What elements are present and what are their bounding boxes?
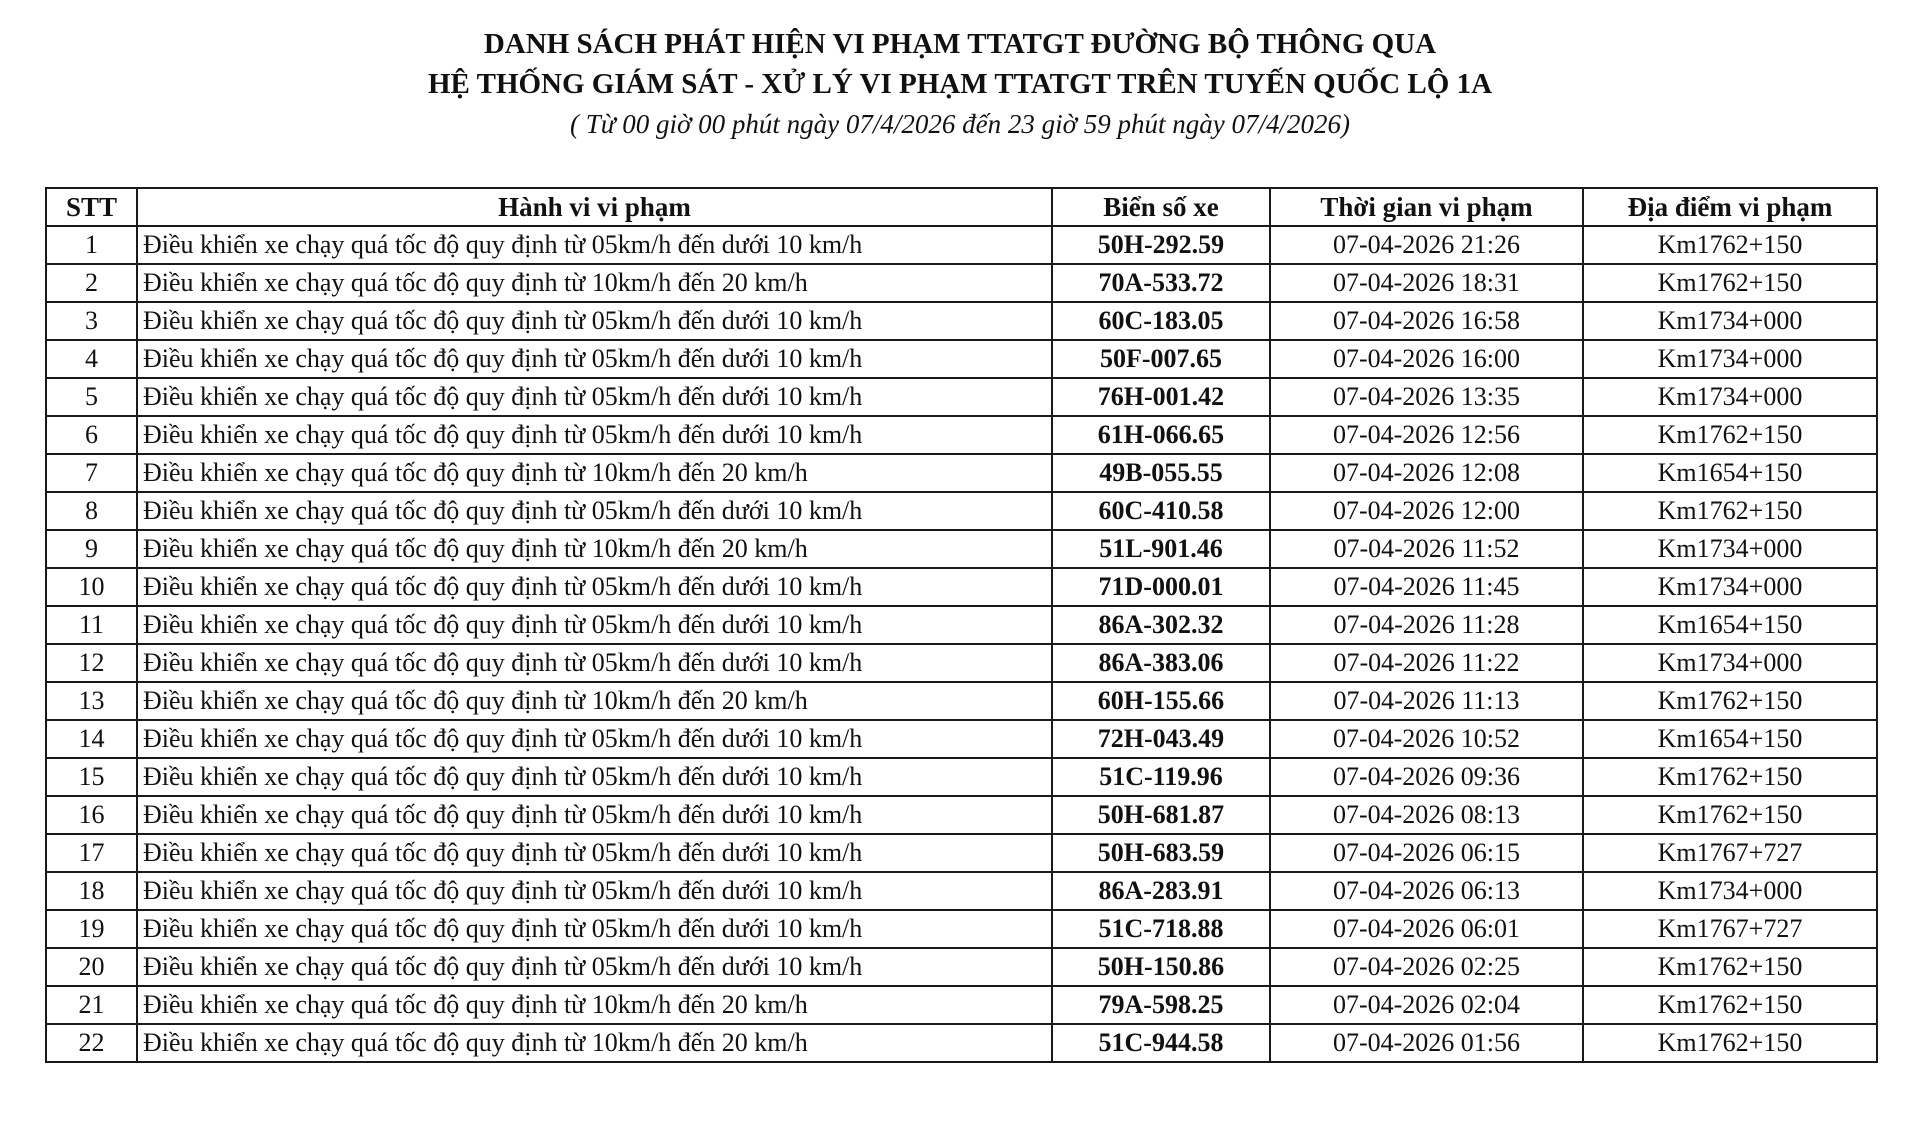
violation-time: 07-04-2026 18:31 [1270, 264, 1583, 302]
document-title-line-1: DANH SÁCH PHÁT HIỆN VI PHẠM TTATGT ĐƯỜNG BỘ THÔNG QUA [483, 28, 1437, 60]
violation-description: Điều khiển xe chạy quá tốc độ quy định từ 05km/h đến dưới 10 km/h [137, 226, 1052, 264]
table-row [46, 1024, 1877, 1062]
row-number: 19 [46, 910, 137, 948]
violation-location: Km1734+000 [1583, 644, 1877, 682]
license-plate: 86A-302.32 [1052, 606, 1270, 644]
table-row [46, 568, 1877, 606]
license-plate: 71D-000.01 [1052, 568, 1270, 606]
violation-time: 07-04-2026 12:00 [1270, 492, 1583, 530]
license-plate: 60C-410.58 [1052, 492, 1270, 530]
violation-description: Điều khiển xe chạy quá tốc độ quy định từ 05km/h đến dưới 10 km/h [137, 796, 1052, 834]
violation-location: Km1654+150 [1583, 720, 1877, 758]
violation-time: 07-04-2026 11:13 [1270, 682, 1583, 720]
row-number: 15 [46, 758, 137, 796]
row-number: 5 [46, 378, 137, 416]
row-number: 14 [46, 720, 137, 758]
table-row [46, 872, 1877, 910]
violation-location: Km1654+150 [1583, 454, 1877, 492]
table-row [46, 530, 1877, 568]
row-number: 3 [46, 302, 137, 340]
license-plate: 51C-944.58 [1052, 1024, 1270, 1062]
license-plate: 50H-683.59 [1052, 834, 1270, 872]
violation-description: Điều khiển xe chạy quá tốc độ quy định từ 05km/h đến dưới 10 km/h [137, 758, 1052, 796]
violation-location: Km1762+150 [1583, 1024, 1877, 1062]
table-row [46, 682, 1877, 720]
table-row [46, 986, 1877, 1024]
row-number: 20 [46, 948, 137, 986]
violation-location: Km1734+000 [1583, 568, 1877, 606]
violation-location: Km1734+000 [1583, 872, 1877, 910]
table-row [46, 492, 1877, 530]
table-row [46, 606, 1877, 644]
violation-time: 07-04-2026 13:35 [1270, 378, 1583, 416]
table-row [46, 758, 1877, 796]
table-row [46, 948, 1877, 986]
violation-time: 07-04-2026 06:01 [1270, 910, 1583, 948]
license-plate: 70A-533.72 [1052, 264, 1270, 302]
table-header-row [46, 188, 1877, 226]
header-location: Địa điểm vi phạm [1583, 188, 1877, 226]
license-plate: 51C-718.88 [1052, 910, 1270, 948]
violation-description: Điều khiển xe chạy quá tốc độ quy định từ 10km/h đến 20 km/h [137, 682, 1052, 720]
header-time: Thời gian vi phạm [1270, 188, 1583, 226]
violation-time: 07-04-2026 02:04 [1270, 986, 1583, 1024]
violation-description: Điều khiển xe chạy quá tốc độ quy định từ 05km/h đến dưới 10 km/h [137, 644, 1052, 682]
license-plate: 50H-292.59 [1052, 226, 1270, 264]
violation-description: Điều khiển xe chạy quá tốc độ quy định từ 05km/h đến dưới 10 km/h [137, 834, 1052, 872]
violation-location: Km1762+150 [1583, 264, 1877, 302]
license-plate: 50H-681.87 [1052, 796, 1270, 834]
violation-description: Điều khiển xe chạy quá tốc độ quy định từ 05km/h đến dưới 10 km/h [137, 606, 1052, 644]
row-number: 18 [46, 872, 137, 910]
violation-description: Điều khiển xe chạy quá tốc độ quy định từ 10km/h đến 20 km/h [137, 264, 1052, 302]
license-plate: 51L-901.46 [1052, 530, 1270, 568]
violation-location: Km1734+000 [1583, 340, 1877, 378]
violation-time: 07-04-2026 11:28 [1270, 606, 1583, 644]
violation-time: 07-04-2026 01:56 [1270, 1024, 1583, 1062]
license-plate: 86A-383.06 [1052, 644, 1270, 682]
row-number: 7 [46, 454, 137, 492]
violations-table [45, 187, 1878, 1063]
table-row [46, 454, 1877, 492]
violation-location: Km1734+000 [1583, 530, 1877, 568]
row-number: 9 [46, 530, 137, 568]
violation-description: Điều khiển xe chạy quá tốc độ quy định từ 05km/h đến dưới 10 km/h [137, 872, 1052, 910]
violation-description: Điều khiển xe chạy quá tốc độ quy định từ 05km/h đến dưới 10 km/h [137, 416, 1052, 454]
violation-description: Điều khiển xe chạy quá tốc độ quy định từ 05km/h đến dưới 10 km/h [137, 948, 1052, 986]
violation-location: Km1762+150 [1583, 492, 1877, 530]
table-row [46, 226, 1877, 264]
license-plate: 76H-001.42 [1052, 378, 1270, 416]
violation-time: 07-04-2026 12:56 [1270, 416, 1583, 454]
row-number: 13 [46, 682, 137, 720]
violation-location: Km1762+150 [1583, 948, 1877, 986]
header-violation: Hành vi vi phạm [137, 188, 1052, 226]
license-plate: 61H-066.65 [1052, 416, 1270, 454]
document-date-range: ( Từ 00 giờ 00 phút ngày 07/4/2026 đến 23 giờ 59 phút ngày 07/4/2026) [569, 109, 1350, 139]
violation-description: Điều khiển xe chạy quá tốc độ quy định từ 10km/h đến 20 km/h [137, 1024, 1052, 1062]
table-body [46, 226, 1877, 1062]
violation-location: Km1734+000 [1583, 302, 1877, 340]
row-number: 10 [46, 568, 137, 606]
violation-description: Điều khiển xe chạy quá tốc độ quy định từ 10km/h đến 20 km/h [137, 454, 1052, 492]
violation-description: Điều khiển xe chạy quá tốc độ quy định từ 10km/h đến 20 km/h [137, 986, 1052, 1024]
violation-time: 07-04-2026 11:22 [1270, 644, 1583, 682]
violation-time: 07-04-2026 02:25 [1270, 948, 1583, 986]
violation-description: Điều khiển xe chạy quá tốc độ quy định từ 05km/h đến dưới 10 km/h [137, 340, 1052, 378]
violation-description: Điều khiển xe chạy quá tốc độ quy định từ 05km/h đến dưới 10 km/h [137, 302, 1052, 340]
violation-time: 07-04-2026 11:45 [1270, 568, 1583, 606]
table-row [46, 796, 1877, 834]
violation-location: Km1762+150 [1583, 796, 1877, 834]
table-row [46, 834, 1877, 872]
row-number: 12 [46, 644, 137, 682]
violation-time: 07-04-2026 09:36 [1270, 758, 1583, 796]
violation-time: 07-04-2026 10:52 [1270, 720, 1583, 758]
row-number: 11 [46, 606, 137, 644]
license-plate: 51C-119.96 [1052, 758, 1270, 796]
violation-time: 07-04-2026 12:08 [1270, 454, 1583, 492]
violation-location: Km1762+150 [1583, 226, 1877, 264]
license-plate: 49B-055.55 [1052, 454, 1270, 492]
license-plate: 72H-043.49 [1052, 720, 1270, 758]
violation-description: Điều khiển xe chạy quá tốc độ quy định từ 05km/h đến dưới 10 km/h [137, 910, 1052, 948]
row-number: 22 [46, 1024, 137, 1062]
header-plate: Biển số xe [1052, 188, 1270, 226]
violation-time: 07-04-2026 16:58 [1270, 302, 1583, 340]
violation-time: 07-04-2026 06:15 [1270, 834, 1583, 872]
table-row [46, 264, 1877, 302]
violation-description: Điều khiển xe chạy quá tốc độ quy định từ 10km/h đến 20 km/h [137, 530, 1052, 568]
row-number: 16 [46, 796, 137, 834]
row-number: 2 [46, 264, 137, 302]
license-plate: 60H-155.66 [1052, 682, 1270, 720]
table-row [46, 340, 1877, 378]
table-row [46, 644, 1877, 682]
violation-location: Km1762+150 [1583, 758, 1877, 796]
document-title-line-2: HỆ THỐNG GIÁM SÁT - XỬ LÝ VI PHẠM TTATGT TRÊN TUYẾN QUỐC LỘ 1A [427, 68, 1493, 100]
violation-location: Km1654+150 [1583, 606, 1877, 644]
row-number: 8 [46, 492, 137, 530]
row-number: 4 [46, 340, 137, 378]
table-row [46, 416, 1877, 454]
violation-location: Km1762+150 [1583, 416, 1877, 454]
violation-description: Điều khiển xe chạy quá tốc độ quy định từ 05km/h đến dưới 10 km/h [137, 720, 1052, 758]
row-number: 1 [46, 226, 137, 264]
violation-description: Điều khiển xe chạy quá tốc độ quy định từ 05km/h đến dưới 10 km/h [137, 378, 1052, 416]
row-number: 17 [46, 834, 137, 872]
table-row [46, 302, 1877, 340]
violation-description: Điều khiển xe chạy quá tốc độ quy định từ 05km/h đến dưới 10 km/h [137, 568, 1052, 606]
license-plate: 50H-150.86 [1052, 948, 1270, 986]
violation-time: 07-04-2026 06:13 [1270, 872, 1583, 910]
license-plate: 86A-283.91 [1052, 872, 1270, 910]
violation-location: Km1762+150 [1583, 682, 1877, 720]
violation-location: Km1767+727 [1583, 910, 1877, 948]
violation-time: 07-04-2026 08:13 [1270, 796, 1583, 834]
violation-time: 07-04-2026 11:52 [1270, 530, 1583, 568]
violation-location: Km1767+727 [1583, 834, 1877, 872]
table-row [46, 378, 1877, 416]
license-plate: 60C-183.05 [1052, 302, 1270, 340]
row-number: 6 [46, 416, 137, 454]
license-plate: 50F-007.65 [1052, 340, 1270, 378]
violation-time: 07-04-2026 21:26 [1270, 226, 1583, 264]
violation-time: 07-04-2026 16:00 [1270, 340, 1583, 378]
table-row [46, 910, 1877, 948]
violation-location: Km1734+000 [1583, 378, 1877, 416]
violation-description: Điều khiển xe chạy quá tốc độ quy định từ 05km/h đến dưới 10 km/h [137, 492, 1052, 530]
header-stt: STT [46, 188, 137, 226]
violation-location: Km1762+150 [1583, 986, 1877, 1024]
license-plate: 79A-598.25 [1052, 986, 1270, 1024]
table-row [46, 720, 1877, 758]
row-number: 21 [46, 986, 137, 1024]
